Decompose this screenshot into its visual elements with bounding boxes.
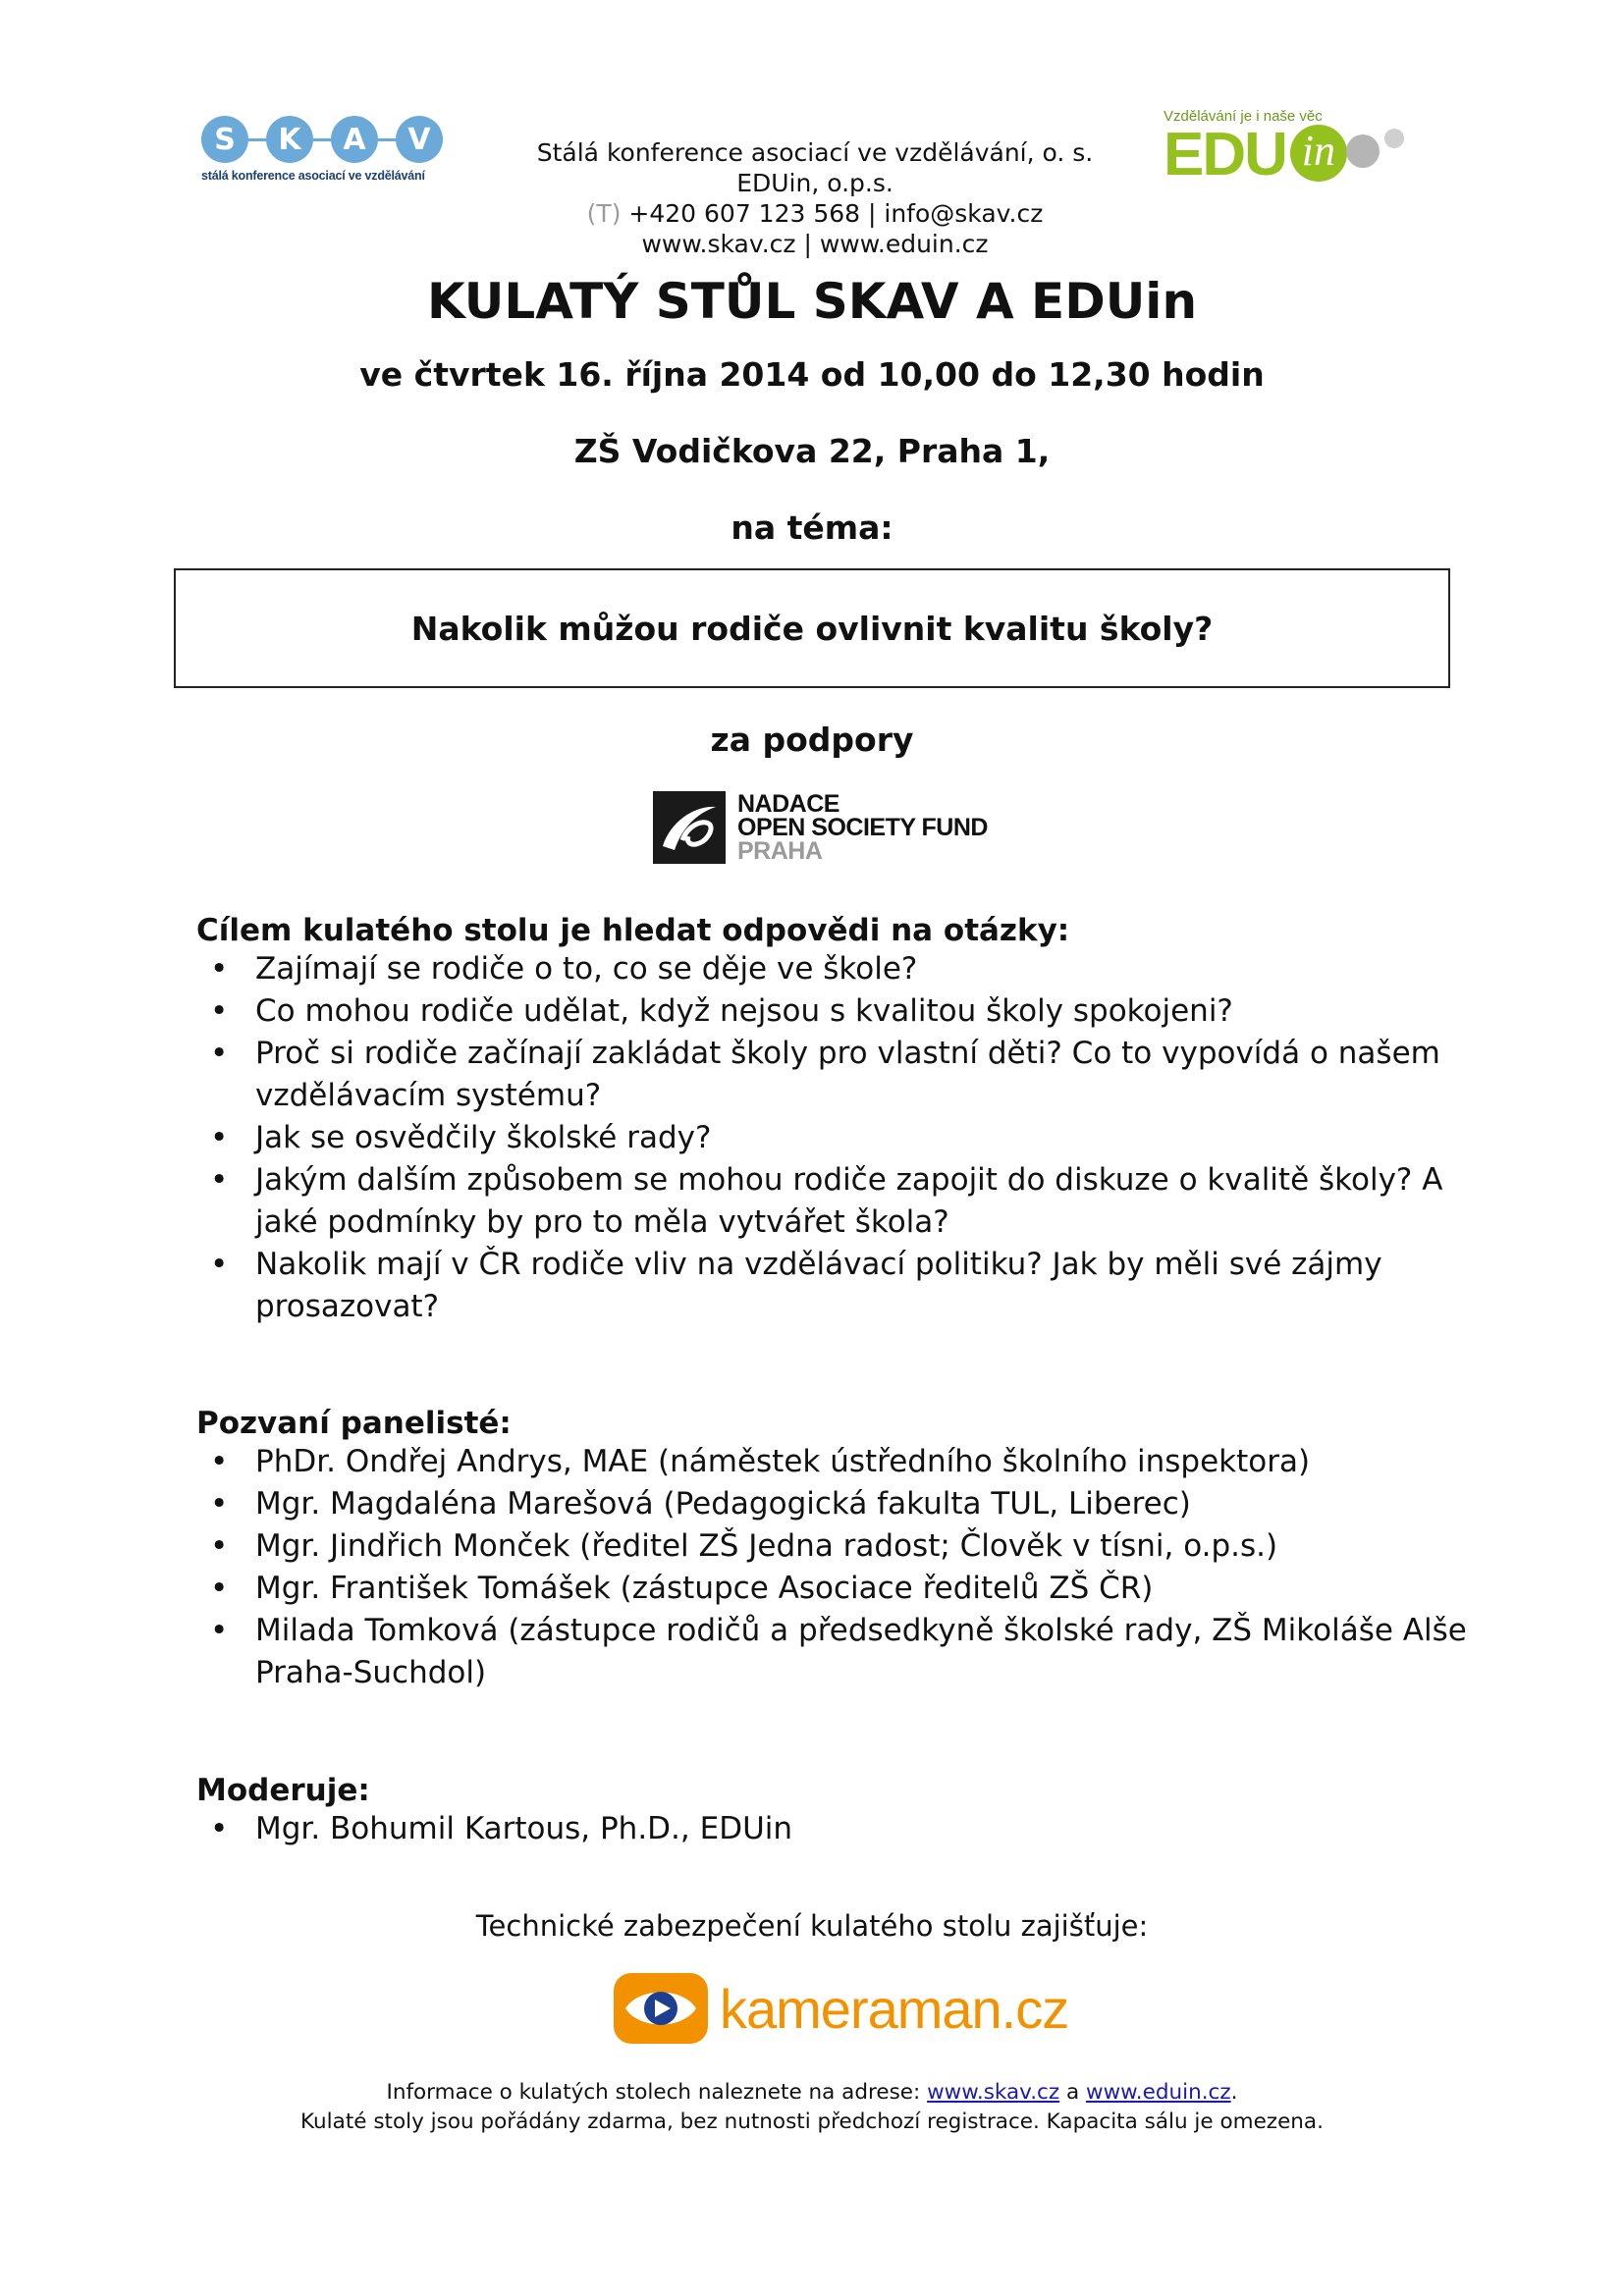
list-item: • Nakolik mají v ČR rodiče vliv na vzdělávací politiku? Jak by měli své zájmy prosazovat? bbox=[196, 1244, 1502, 1328]
phone-line bbox=[530, 198, 1100, 229]
footer bbox=[0, 2078, 1624, 2137]
panel-heading: Pozvaní panelisté: bbox=[196, 1406, 512, 1441]
skav-link[interactable]: www.skav.cz bbox=[927, 2080, 1060, 2105]
grey-dot-icon bbox=[1346, 134, 1380, 168]
kameraman-logo bbox=[614, 1971, 1069, 2046]
skav-letter-v: V bbox=[396, 116, 443, 163]
org-line-1: Stálá konference asociací ve vzdělávání, o. s. bbox=[536, 138, 1094, 167]
osf-line-3: PRAHA bbox=[737, 837, 823, 865]
list-item: • Jakým dalším způsobem se mohou rodiče zapojit do diskuze o kvalitě školy? A jaké podmínky by pro to měla vytvářet škola? bbox=[196, 1159, 1502, 1244]
list-item: • Mgr. Magdaléna Marešová (Pedagogická fakulta TUL, Liberec) bbox=[196, 1483, 1502, 1525]
osf-logo bbox=[653, 791, 997, 864]
list-item: • Proč si rodiče začínají zakládat školy pro vlastní děti? Co to vypovídá o našem vzdělávacím systému? bbox=[196, 1033, 1502, 1117]
eduin-in-circle: in bbox=[1290, 125, 1347, 182]
skav-logo bbox=[201, 116, 476, 194]
panel-list bbox=[196, 1441, 1502, 1694]
eduin-link[interactable]: www.eduin.cz bbox=[1086, 2080, 1231, 2105]
footer-line-2: Kulaté stoly jsou pořádány zdarma, bez nutnosti předchozí registrace. Kapacita sálu je omezena. bbox=[300, 2109, 1324, 2134]
goals-list bbox=[196, 948, 1502, 1328]
footer-line-1: Informace o kulatých stolech naleznete na adrese: www.skav.cz a www.eduin.cz. bbox=[386, 2080, 1238, 2105]
list-item: • Mgr. František Tomášek (zástupce Asociace ředitelů ZŠ ČR) bbox=[196, 1568, 1502, 1610]
place-line: ZŠ Vodičkova 22, Praha 1, bbox=[573, 432, 1051, 470]
list-item: • Zajímají se rodiče o to, co se děje ve škole? bbox=[196, 948, 1502, 990]
support-label: za podpory bbox=[710, 721, 914, 759]
list-item: • Mgr. Bohumil Kartous, Ph.D., EDUin bbox=[196, 1808, 1502, 1850]
osf-line-1: NADACE bbox=[737, 790, 839, 818]
topic-text: Nakolik můžou rodiče ovlivnit kvalitu školy? bbox=[410, 609, 1214, 648]
skav-letter-a: A bbox=[331, 116, 378, 163]
eduin-wordmark: EDU bbox=[1164, 121, 1286, 188]
kameraman-wordmark: kameraman.cz bbox=[720, 1977, 1069, 2040]
topic-box bbox=[174, 568, 1450, 688]
osf-mark-icon bbox=[653, 791, 726, 864]
skav-subtitle: stálá konference asociací ve vzdělávání bbox=[201, 169, 425, 183]
web-line: www.skav.cz | www.eduin.cz bbox=[641, 230, 989, 258]
osf-line-2: OPEN SOCIETY FUND bbox=[737, 814, 988, 841]
grey-dot-small-icon bbox=[1384, 129, 1404, 148]
phone-email: +420 607 123 568 | info@skav.cz bbox=[621, 199, 1044, 228]
page-title: KULATÝ STŮL SKAV A EDUin bbox=[426, 273, 1198, 330]
skav-letter-k: K bbox=[266, 116, 313, 163]
org-line-2: EDUin, o.p.s. bbox=[736, 169, 893, 197]
list-item: • Jak se osvědčily školské rady? bbox=[196, 1117, 1502, 1159]
moderator-heading: Moderuje: bbox=[196, 1773, 370, 1808]
list-item: • Co mohou rodiče udělat, když nejsou s kvalitou školy spokojeni? bbox=[196, 990, 1502, 1033]
eduin-tagline: Vzdělávání je i naše věc bbox=[1164, 108, 1323, 125]
phone-prefix: (T) bbox=[586, 199, 622, 228]
date-line: ve čtvrtek 16. října 2014 od 10,00 do 12,30 hodin bbox=[359, 355, 1265, 394]
tech-support-line: Technické zabezpečení kulatého stolu zajišťuje: bbox=[475, 1909, 1149, 1943]
eduin-logo bbox=[1164, 108, 1448, 196]
skav-logo-letters bbox=[201, 116, 476, 163]
list-item: • PhDr. Ondřej Andrys, MAE (náměstek ústředního školního inspektora) bbox=[196, 1441, 1502, 1483]
header-contact bbox=[530, 137, 1100, 259]
eye-play-icon bbox=[614, 1973, 708, 2044]
goals-heading: Cílem kulatého stolu je hledat odpovědi na otázky: bbox=[196, 913, 1070, 948]
list-item: • Mgr. Jindřich Monček (ředitel ZŠ Jedna radost; Člověk v tísni, o.p.s.) bbox=[196, 1525, 1502, 1568]
moderator-list bbox=[196, 1808, 1502, 1850]
list-item: • Milada Tomková (zástupce rodičů a předsedkyně školské rady, ZŠ Mikoláše Alše Praha-Suchdol) bbox=[196, 1610, 1502, 1694]
topic-label: na téma: bbox=[731, 508, 893, 547]
skav-letter-s: S bbox=[201, 116, 248, 163]
